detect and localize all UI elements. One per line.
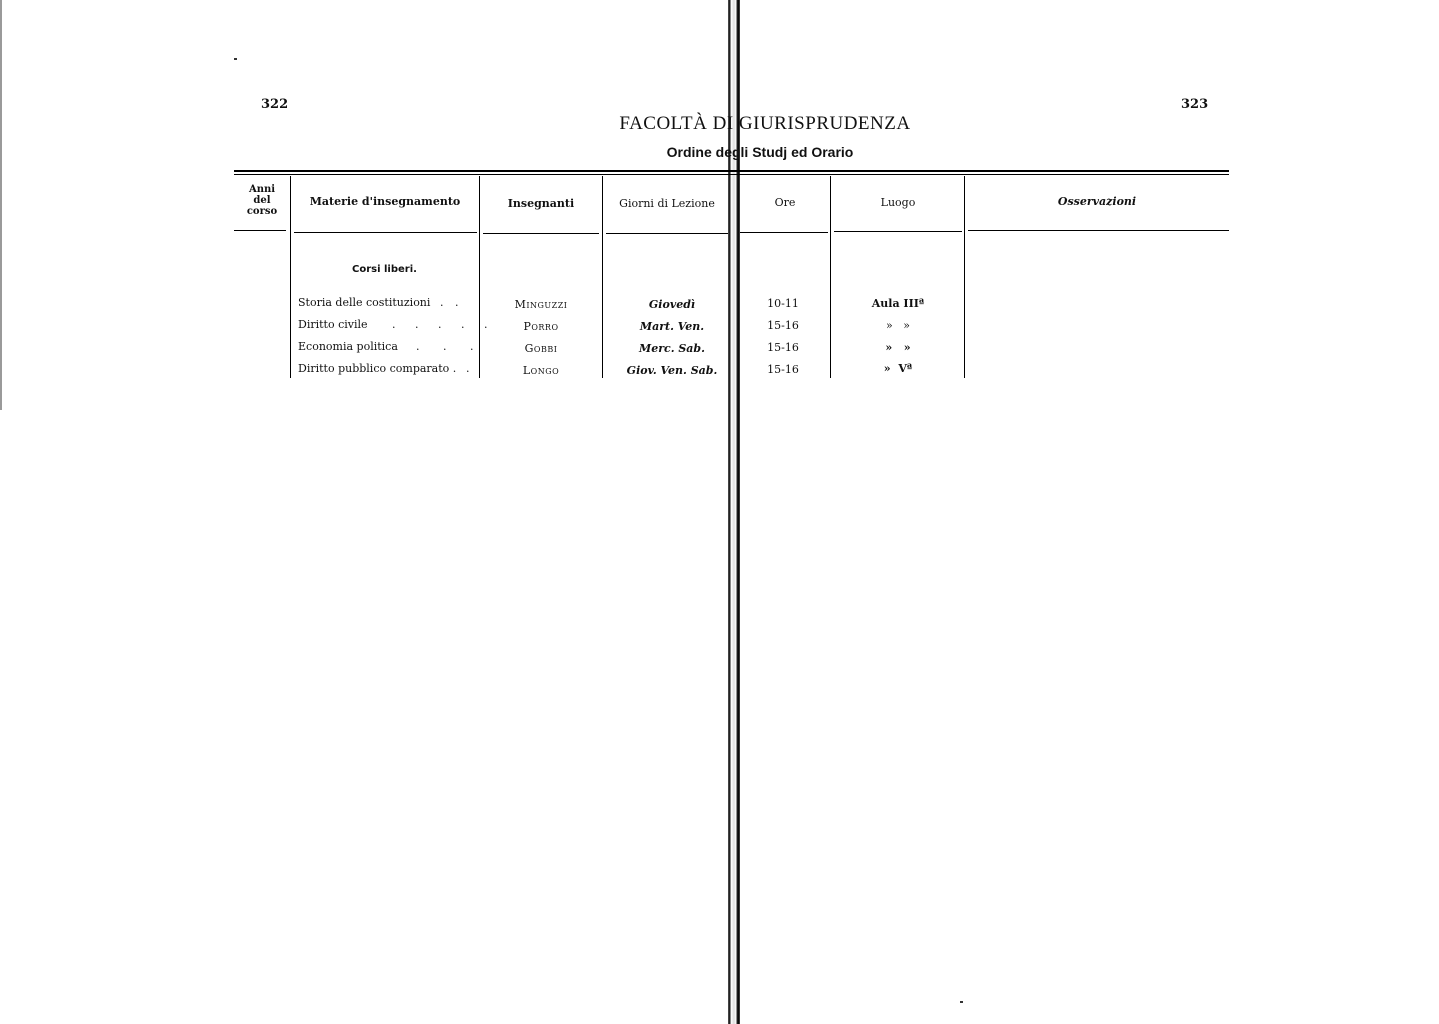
table-row-teacher: Porro — [523, 320, 559, 333]
column-divider — [602, 176, 603, 378]
col-header-anni-line1: Anni — [248, 184, 276, 195]
table-row-subject: Storia delle costituzioni — [298, 296, 431, 309]
table-row-subject: Diritto civile — [298, 318, 368, 331]
table-row-days: Giovedì — [648, 298, 696, 311]
table-row-place: » Vª — [883, 362, 913, 375]
header-rule — [234, 230, 286, 231]
column-divider — [830, 176, 831, 378]
table-row-hours: 15-16 — [767, 319, 799, 332]
table-row-hours: 10-11 — [767, 297, 799, 310]
table-row-dots: . — [466, 362, 470, 375]
table-row-subject: Economia politica — [298, 340, 398, 353]
table-row-teacher: Minguzzi — [514, 298, 568, 311]
page-number-right: 323 — [1181, 97, 1209, 112]
col-header-osservazioni: Osservazioni — [1057, 195, 1137, 208]
section-label: Corsi liberi. — [352, 264, 417, 275]
col-header-luogo: Luogo — [880, 196, 916, 209]
table-row-days: Merc. Sab. — [639, 342, 705, 355]
table-row-hours: 15-16 — [767, 363, 799, 376]
table-row-dots: . . — [440, 296, 463, 309]
column-divider — [964, 176, 965, 378]
table-row-teacher: Gobbi — [524, 342, 558, 355]
page-subtitle: Ordine degli Studj ed Orario — [666, 144, 854, 160]
table-row-hours: 15-16 — [767, 341, 799, 354]
header-rule — [606, 233, 728, 234]
table-row-days: Mart. Ven. — [639, 320, 705, 333]
header-rule — [740, 232, 828, 233]
table-row-teacher: Longo — [522, 364, 560, 377]
col-header-ore: Ore — [774, 196, 796, 209]
page-number-left: 322 — [261, 97, 289, 112]
table-row-place: » » — [886, 319, 910, 332]
col-header-materie: Materie d'insegnamento — [309, 195, 461, 208]
header-rule — [968, 230, 1229, 231]
scan-edge — [0, 0, 2, 410]
page-title: FACOLTÀ DI GIURISPRUDENZA — [619, 113, 911, 134]
header-rule — [294, 232, 477, 233]
table-row-subject: Diritto pubblico comparato . — [298, 362, 457, 375]
col-header-anni-line2: del — [253, 195, 271, 206]
table-row-place: Aula IIIª — [871, 297, 925, 310]
col-header-giorni: Giorni di Lezione — [619, 197, 715, 210]
table-row-days: Giov. Ven. Sab. — [626, 364, 718, 377]
col-header-anni — [236, 184, 288, 217]
scan-speck — [234, 58, 237, 60]
header-rule — [834, 231, 962, 232]
col-header-insegnanti: Insegnanti — [507, 197, 575, 210]
table-row-dots: . . . . . — [392, 318, 496, 331]
table-row-place: » » — [885, 341, 911, 354]
col-header-anni-line3: corso — [246, 206, 278, 217]
table-row-dots: . . . — [416, 340, 484, 353]
table-top-rule-thin — [234, 174, 1229, 175]
scan-speck — [960, 1001, 963, 1003]
table-top-rule — [234, 170, 1229, 172]
header-rule — [483, 233, 599, 234]
column-divider — [290, 176, 291, 378]
